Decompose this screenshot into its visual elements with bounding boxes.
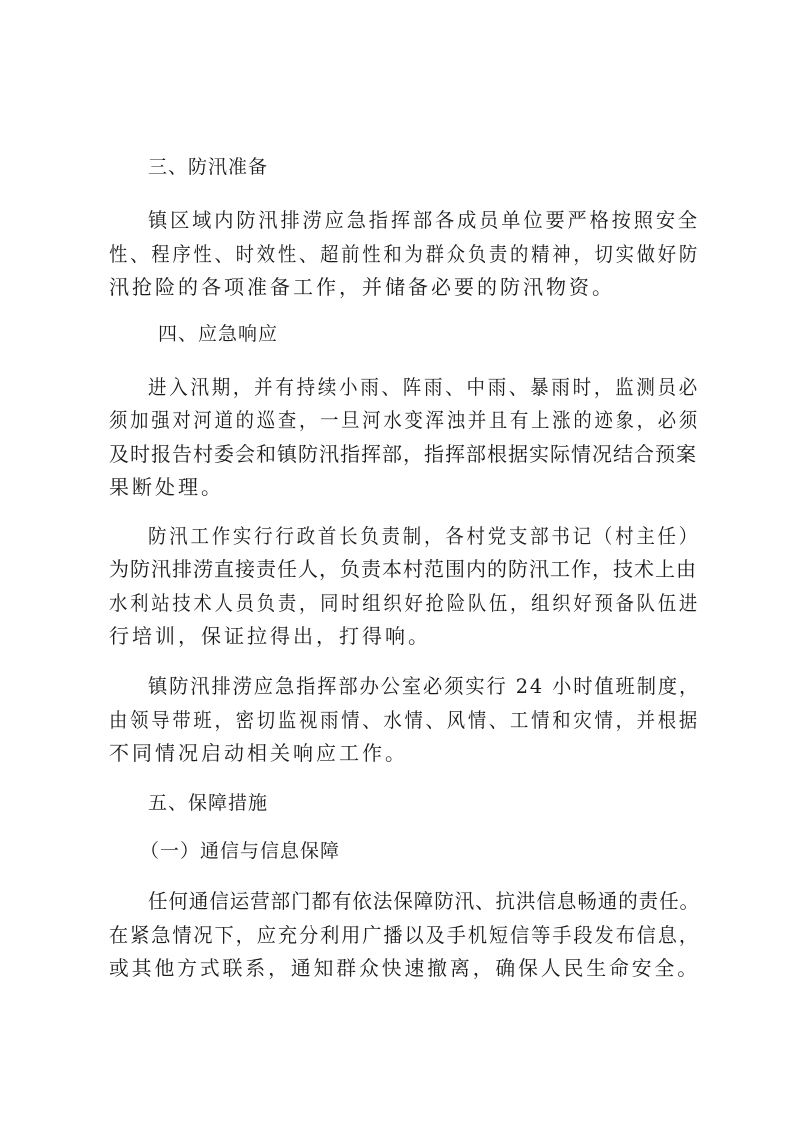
paragraph-line: 不同情况启动相关响应工作。 bbox=[109, 741, 408, 765]
paragraph-line: 镇区域内防汛排涝应急指挥部各成员单位要严格按照安全 bbox=[148, 208, 700, 232]
paragraph-line: 果断处理。 bbox=[109, 475, 224, 499]
paragraph-line: 行培训，保证拉得出，打得响。 bbox=[109, 624, 431, 648]
paragraph-line: 任何通信运营部门都有依法保障防汛、抗洪信息畅通的责任。 bbox=[148, 889, 700, 913]
paragraph-line: 须加强对河道的巡查，一旦河水变浑浊并且有上涨的迹象，必须 bbox=[109, 408, 700, 432]
paragraph-line: 汛抢险的各项准备工作，并储备必要的防汛物资。 bbox=[109, 275, 615, 299]
paragraph-line: 为防汛排涝直接责任人，负责本村范围内的防汛工作，技术上由 bbox=[109, 557, 697, 581]
paragraph-line: 进入汛期，并有持续小雨、阵雨、中雨、暴雨时，监测员必 bbox=[148, 375, 701, 399]
paragraph-line: 水利站技术人员负责，同时组织好抢险队伍，组织好预备队伍进 bbox=[109, 591, 700, 615]
paragraph-line: 性、程序性、时效性、超前性和为群众负责的精神，切实做好防 bbox=[109, 242, 700, 266]
paragraph-line: 镇防汛排涝应急指挥部办公室必须实行 24 小时值班制度， bbox=[148, 674, 701, 698]
section-heading-preparation: 三、防汛准备 bbox=[148, 156, 269, 178]
section-heading-response: 四、应急响应 bbox=[158, 323, 279, 345]
paragraph-line: 或其他方式联系，通知群众快速撤离，确保人民生命安全。 bbox=[109, 956, 701, 980]
paragraph-line: 及时报告村委会和镇防汛指挥部，指挥部根据实际情况结合预案 bbox=[109, 442, 697, 466]
paragraph-line: 防汛工作实行行政首长负责制，各村党支部书记（村主任） bbox=[148, 524, 701, 548]
paragraph-line: 在紧急情况下，应充分利用广播以及手机短信等手段发布信息， bbox=[109, 923, 700, 947]
subsection-heading: （一）通信与信息保障 bbox=[140, 840, 341, 862]
section-heading-safeguards: 五、保障措施 bbox=[148, 792, 269, 814]
paragraph-line: 由领导带班，密切监视雨情、水情、风情、工情和灾情，并根据 bbox=[109, 708, 700, 732]
